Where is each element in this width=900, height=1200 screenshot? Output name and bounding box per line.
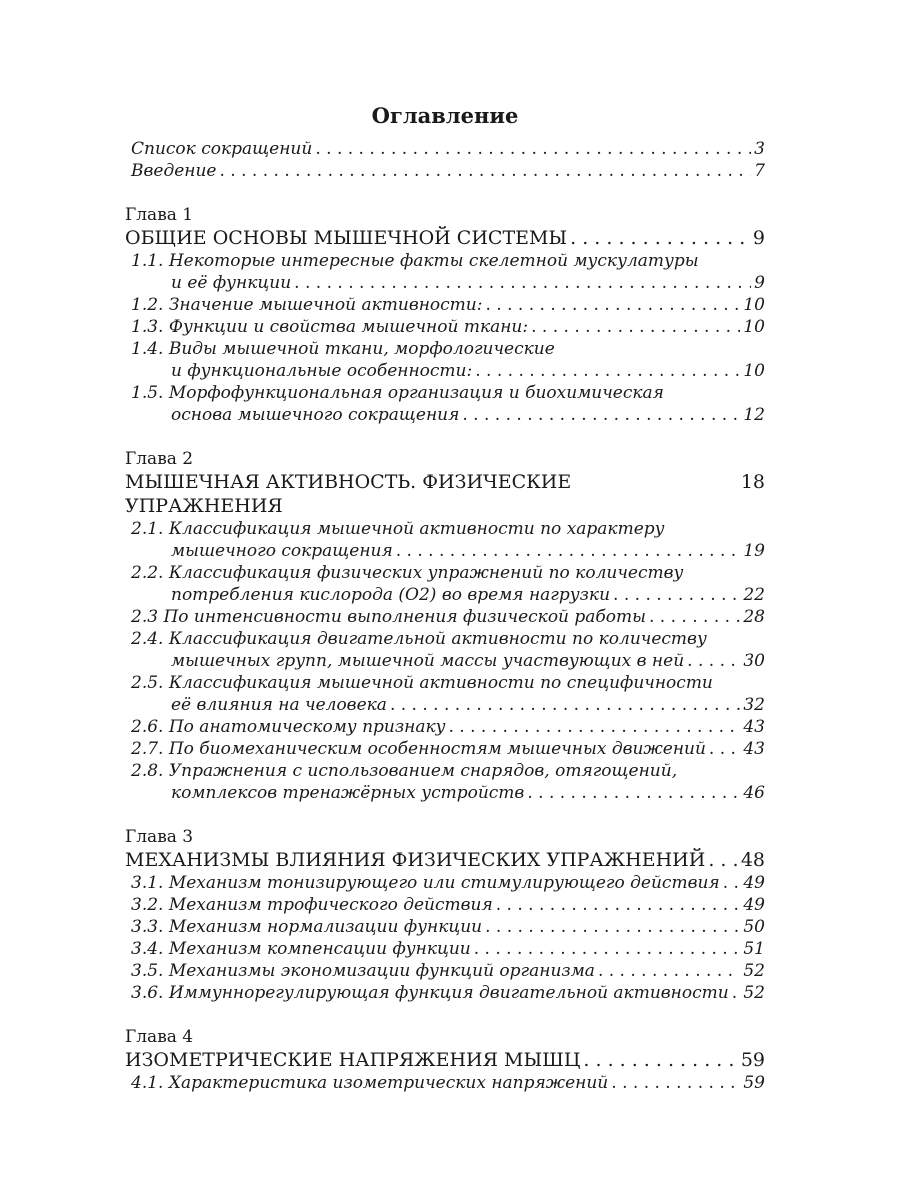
page-number: 51 xyxy=(743,939,765,959)
chapter-block xyxy=(125,204,765,426)
dot-leader xyxy=(613,584,740,606)
section-title-line2: мышечного сокращения xyxy=(171,541,393,561)
section-title-line2: потребления кислорода (О2) во время нагрузки xyxy=(171,585,611,605)
dot-leader xyxy=(583,1048,737,1072)
page-number: 9 xyxy=(754,273,765,293)
section-entry xyxy=(125,540,765,562)
section-entry xyxy=(125,916,765,938)
dot-leader xyxy=(687,650,740,672)
dot-leader xyxy=(708,848,738,872)
page-number: 59 xyxy=(740,1049,765,1071)
section-entry xyxy=(125,938,765,960)
section-entry xyxy=(125,894,765,916)
chapter-block xyxy=(125,826,765,1004)
chapter-heading xyxy=(125,226,765,250)
page-title: Оглавление xyxy=(371,103,519,128)
page-number: 7 xyxy=(754,161,765,181)
dot-leader xyxy=(396,540,741,562)
front-matter-list xyxy=(125,138,765,182)
section-entry xyxy=(125,960,765,982)
section-title: 3.4. Механизм компенсации функции xyxy=(131,939,471,959)
chapter-label: Глава 4 xyxy=(125,1027,194,1047)
section-title: 3.1. Механизм тонизирующего или стимулирующего действия xyxy=(131,873,720,893)
chapter-label: Глава 3 xyxy=(125,827,194,847)
section-title-line1: 2.2. Классификация физических упражнений по количеству xyxy=(131,563,684,583)
section-title: 3.2. Механизм трофического действия xyxy=(131,895,493,915)
dot-leader xyxy=(315,138,751,160)
page-number: 10 xyxy=(743,361,765,381)
section-title-line1: 1.4. Виды мышечной ткани, морфологические xyxy=(131,339,555,359)
chapter-title: ОБЩИЕ ОСНОВЫ МЫШЕЧНОЙ СИСТЕМЫ xyxy=(125,227,568,249)
dot-leader xyxy=(723,872,741,894)
dot-leader xyxy=(485,294,740,316)
dot-leader xyxy=(448,716,740,738)
dot-leader xyxy=(598,960,740,982)
dot-leader xyxy=(611,1072,740,1094)
chapter-label: Глава 2 xyxy=(125,449,194,469)
section-entry xyxy=(125,272,765,294)
page-number: 52 xyxy=(743,983,765,1003)
page-number: 22 xyxy=(743,585,765,605)
section-title-line2: основа мышечного сокращения xyxy=(171,405,460,425)
section-title: 3.6. Иммуннорегулирующая функция двигательной активности xyxy=(131,983,729,1003)
dot-leader xyxy=(475,360,740,382)
page-number: 3 xyxy=(754,139,765,159)
section-entry xyxy=(125,316,765,338)
section-title-line2: и её функции xyxy=(171,273,292,293)
dot-leader xyxy=(649,606,740,628)
dot-leader xyxy=(485,916,740,938)
section-title-line1: 2.8. Упражнения с использованием снарядов, отягощений, xyxy=(131,761,678,781)
dot-leader xyxy=(732,982,741,1004)
section-title: 4.1. Характеристика изометрических напряжений xyxy=(131,1073,609,1093)
chapter-heading xyxy=(125,848,765,872)
section-title-line1: 2.5. Классификация мышечной активности по специфичности xyxy=(131,673,713,693)
section-title: 2.7. По биомеханическим особенностям мышечных движений xyxy=(131,739,706,759)
chapters-list xyxy=(125,204,765,1094)
section-title: 3.5. Механизмы экономизации функций организма xyxy=(131,961,595,981)
section-entry xyxy=(125,782,765,804)
page-number: 30 xyxy=(743,651,765,671)
page-number: 43 xyxy=(743,717,765,737)
section-entry xyxy=(125,694,765,716)
section-entry xyxy=(125,650,765,672)
section-entry xyxy=(125,1072,765,1094)
section-title-line1: 2.1. Классификация мышечной активности по характеру xyxy=(131,519,665,539)
chapter-block xyxy=(125,448,765,804)
section-entry xyxy=(125,584,765,606)
section-title-line2: комплексов тренажёрных устройств xyxy=(171,783,525,803)
page-number: 9 xyxy=(752,227,765,249)
dot-leader xyxy=(294,272,751,294)
section-entry xyxy=(125,982,765,1004)
chapter-heading xyxy=(125,470,765,518)
section-title: 3.3. Механизм нормализации функции xyxy=(131,917,483,937)
page-number: 46 xyxy=(743,783,765,803)
section-entry xyxy=(125,738,765,760)
dot-leader xyxy=(462,404,740,426)
page-number: 49 xyxy=(743,895,765,915)
section-title-line2: и функциональные особенности: xyxy=(171,361,473,381)
page-number: 50 xyxy=(743,917,765,937)
page-number: 28 xyxy=(743,607,765,627)
chapter-title: МЕХАНИЗМЫ ВЛИЯНИЯ ФИЗИЧЕСКИХ УПРАЖНЕНИЙ xyxy=(125,849,706,871)
page-number: 18 xyxy=(740,471,765,493)
dot-leader xyxy=(390,694,740,716)
section-entry xyxy=(125,872,765,894)
page-number: 52 xyxy=(743,961,765,981)
dot-leader xyxy=(570,226,750,250)
page-number: 10 xyxy=(743,295,765,315)
dot-leader xyxy=(496,894,741,916)
chapter-title: МЫШЕЧНАЯ АКТИВНОСТЬ. ФИЗИЧЕСКИЕ УПРАЖНЕНИЯ xyxy=(125,471,572,517)
chapter-block xyxy=(125,1026,765,1094)
dot-leader xyxy=(709,738,740,760)
page-number: 10 xyxy=(743,317,765,337)
chapter-label: Глава 1 xyxy=(125,205,194,225)
page-number: 32 xyxy=(743,695,765,715)
page-number: 49 xyxy=(743,873,765,893)
section-title: 2.6. По анатомическому признаку xyxy=(131,717,446,737)
section-entry xyxy=(125,716,765,738)
table-of-contents xyxy=(125,103,765,1094)
section-title: 2.3 По интенсивности выполнения физической работы xyxy=(131,607,646,627)
dot-leader xyxy=(474,938,741,960)
front-entry xyxy=(125,160,765,182)
section-title: 1.3. Функции и свойства мышечной ткани: xyxy=(131,317,529,337)
dot-leader xyxy=(531,316,740,338)
section-entry xyxy=(125,404,765,426)
chapter-heading xyxy=(125,1048,765,1072)
page-number: 59 xyxy=(743,1073,765,1093)
section-title-line1: 1.5. Морфофункциональная организация и биохимическая xyxy=(131,383,664,403)
front-entry-title: Введение xyxy=(131,161,217,181)
page-number: 48 xyxy=(740,849,765,871)
section-title-line2: мышечных групп, мышечной массы участвующих в ней xyxy=(171,651,685,671)
section-title-line2: её влияния на человека xyxy=(171,695,387,715)
chapter-title: ИЗОМЕТРИЧЕСКИЕ НАПРЯЖЕНИЯ МЫШЦ xyxy=(125,1049,581,1071)
front-entry xyxy=(125,138,765,160)
section-entry xyxy=(125,606,765,628)
dot-leader xyxy=(220,160,752,182)
section-title-line1: 2.4. Классификация двигательной активности по количеству xyxy=(131,629,707,649)
dot-leader xyxy=(527,782,740,804)
section-entry xyxy=(125,360,765,382)
page-number: 43 xyxy=(743,739,765,759)
front-entry-title: Список сокращений xyxy=(131,139,313,159)
page-number: 19 xyxy=(743,541,765,561)
page-number: 12 xyxy=(743,405,765,425)
section-title-line1: 1.1. Некоторые интересные факты скелетной мускулатуры xyxy=(131,251,699,271)
section-title: 1.2. Значение мышечной активности: xyxy=(131,295,483,315)
section-entry xyxy=(125,294,765,316)
